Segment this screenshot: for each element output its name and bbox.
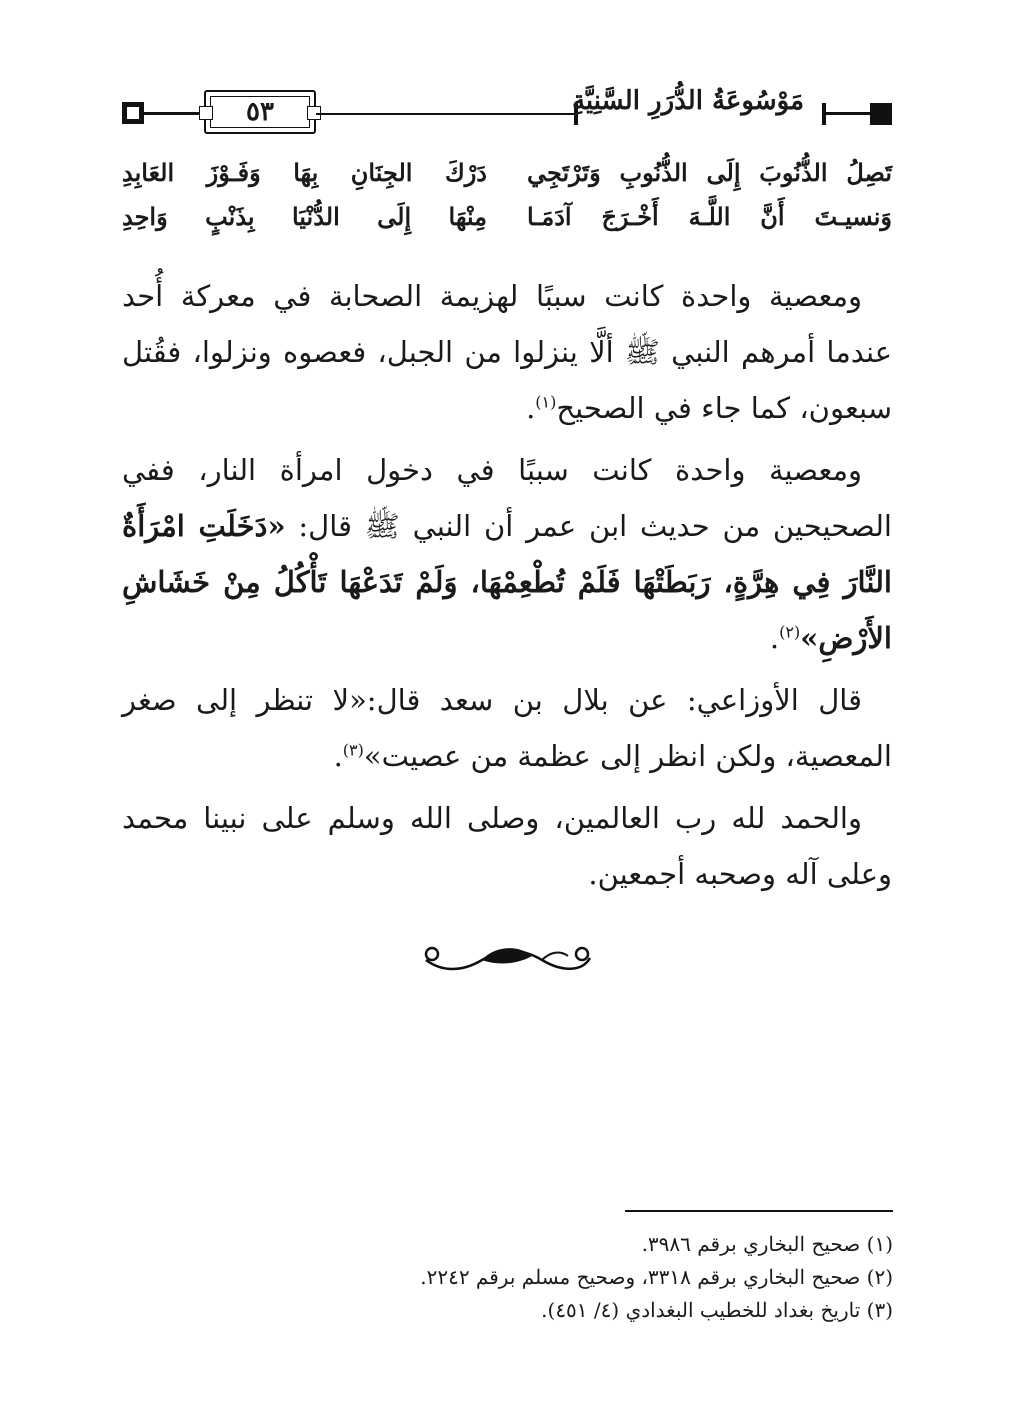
paragraph [122,268,892,436]
footnote: (٣) تاريخ بغداد للخطيب البغدادي (٤/ ٤٥١). [541,1298,893,1322]
paragraph [122,442,892,666]
header-rule-left [144,112,204,115]
poem-hemistich: وَنسيـتَ أَنَّ اللَّـهَ أَخْـرَجَ آدَمَـا [527,201,892,231]
section-end-ornament [422,938,594,978]
footnote-separator [625,1210,893,1212]
frame-knot-ornament [199,106,213,120]
body-text [122,268,892,908]
page-header [122,82,892,142]
poem-verse [122,194,892,238]
header-solid-square-ornament [870,103,892,125]
paragraph-text: ومعصية واحدة كانت سببًا في دخول امرأة النار، ففي الصحيحين من حديث ابن عمر أن النبي ﷺ قال: [122,453,892,543]
footnote: (٢) صحيح البخاري برقم ٣٣١٨، وصحيح مسلم برقم ٢٢٤٢. [420,1265,893,1289]
paragraph [122,672,892,784]
footnote-ref[interactable]: (٣) [342,740,364,760]
footnotes [123,1228,893,1327]
paragraph-end: . [333,739,343,773]
poem-verse [122,150,892,194]
paragraph-text: والحمد لله رب العالمين، وصلى الله وسلم على نبينا محمد وعلى آله وصحبه أجمعين. [122,801,892,891]
hadith-quote: «دَخَلَتِ امْرَأَةٌ النَّارَ فِي هِرَّةٍ، رَبَطَتْهَا فَلَمْ تُطْعِمْهَا، وَلَمْ تَدَعْهَا تَأْكُلُ مِنْ خَشَاشِ الأَرْضِ» [122,509,892,655]
poem [122,150,892,238]
paragraph [122,790,892,902]
footnote-ref[interactable]: (١) [535,392,557,412]
paragraph-end: . [769,621,780,655]
header-rule-middle [316,113,578,115]
paragraph-text: قال الأوزاعي: عن بلال بن سعد قال:«لا تنظر إلى صغر المعصية، ولكن انظر إلى عظمة من عصيت» [122,683,892,773]
footnote: (١) صحيح البخاري برقم ٣٩٨٦. [641,1232,893,1256]
poem-hemistich: مِنْهَا إِلَى الدُّنْيَا بِذَنْبٍ وَاحِدِ [122,201,487,231]
footnote-ref[interactable]: (٢) [779,622,801,642]
poem-hemistich: دَرْكَ الجِنَانِ بِهَا وَفَـوْزَ العَابِدِ [122,157,487,187]
poem-hemistich: تَصِلُ الذُّنُوبَ إِلَى الذُّنُوبِ وَتَرْتَجِي [527,157,892,187]
page-number: ٥٣ [246,97,274,127]
paragraph-end: . [526,391,536,425]
header-rule-right [826,112,870,115]
series-title: مَوْسُوعَةُ الدُّرَرِ السَّنِيَّةِ [571,86,804,116]
page-number-frame [204,90,316,134]
paragraph-text: ومعصية واحدة كانت سببًا لهزيمة الصحابة في معركة أُحد عندما أمرهم النبي ﷺ ألَّا ينزلوا من الجبل، فعصوه ونزلوا، فقُتل سبعون، كما جاء في الصحيح [122,279,892,425]
header-hollow-square-ornament [122,102,144,124]
